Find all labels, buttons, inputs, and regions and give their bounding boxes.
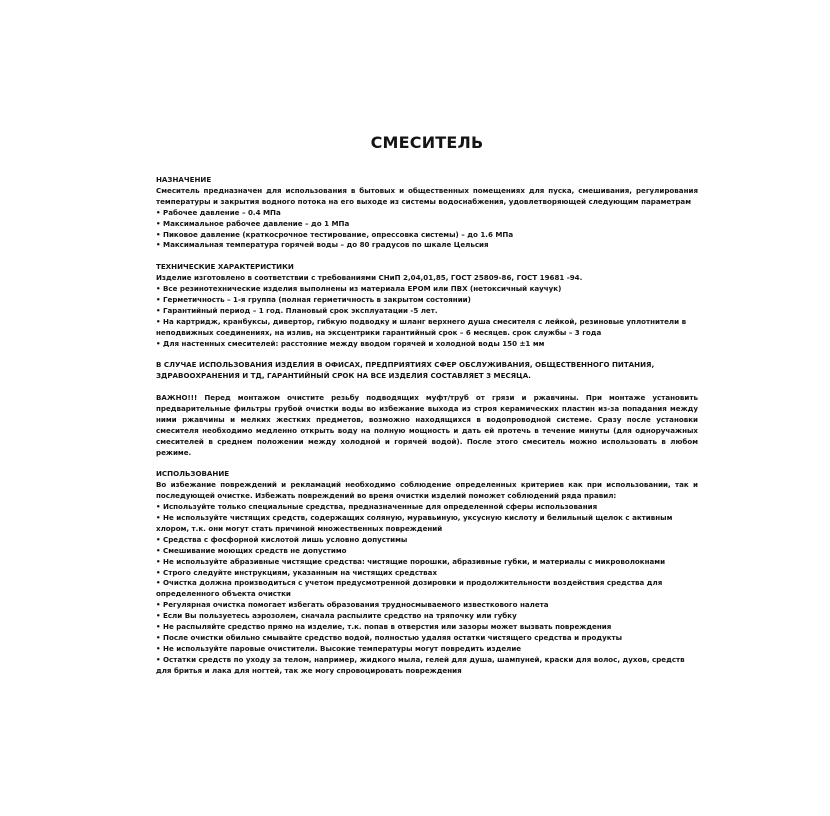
- usage-intro: Во избежание повреждений и рекламаций необходимо соблюдение определенных критериев как при использовании, так и последующей очистке. Избежать повреждений во время очистки изделий поможет соблюдений ряда правил:: [156, 480, 698, 501]
- specs-list: [156, 284, 698, 349]
- list-item: • Средства с фосфорной кислотой лишь условно допустимы: [156, 534, 408, 544]
- section-warranty-note: [156, 360, 698, 382]
- purpose-intro: Смеситель предназначен для использования в бытовых и общественных помещениях для пуска, смешивания, регулирования температуры и закрытия водного потока на его выходе из системы водоснабжения, удовлетворяющей следующим параметрам: [156, 185, 698, 206]
- list-item: • Строго следуйте инструкциям, указанным на чистящих средствах: [156, 567, 438, 577]
- list-item: • Все резинотехнические изделия выполнены из материала EPOM или ПВХ (нетоксичный каучук): [156, 284, 562, 294]
- document-body: [156, 175, 698, 688]
- list-item: • Регулярная очистка помогает избегать образования трудносмываемого известкового налета: [156, 600, 549, 610]
- page-title: СМЕСИТЕЛЬ: [370, 133, 484, 152]
- section-heading-specs: ТЕХНИЧЕСКИЕ ХАРАКТЕРИСТИКИ: [156, 262, 294, 272]
- list-item: • Рабочее давление – 0.4 МПа: [156, 207, 281, 217]
- list-item: • Не используйте чистящих средств, содержащих соляную, муравьиную, уксусную кислоту и белильный щелок с активным хлором, т.к. они могут стать причиной множественных повреждений: [156, 513, 673, 533]
- list-item: • Не используйте абразивные чистящие средства: чистящие порошки, абразивные губки, и материалы с микроволокнами: [156, 556, 666, 566]
- list-item: • После очистки обильно смывайте средство водой, полностью удаляя остатки чистящего средства и продукты: [156, 633, 623, 642]
- list-item: • На картридж, кранбуксы, дивертор, гибкую подводку и шланг верхнего душа смесителя с лейкой, резиновые уплотнители в неподвижных соединениях, на излив, на эксцентрики гарантийный срок – 6 месяцев. срок службы – 3 года: [156, 316, 687, 337]
- list-item: • Если Вы пользуетесь аэрозолем, сначала распылите средство на тряпочку или губку: [156, 611, 517, 621]
- section-usage: [156, 469, 698, 676]
- specs-intro: Изделие изготовлено в соответствии с требованиями СНиП 2,04,01,85, ГОСТ 25809-86, ГОСТ 19681 -94.: [156, 273, 583, 283]
- list-item: • Не распыляйте средство прямо на изделие, т.к. попав в отверстия или зазоры может вызвать повреждения: [156, 622, 612, 632]
- list-item: • Гарантийный период – 1 год. Плановый срок эксплуатации -5 лет.: [156, 305, 438, 315]
- warranty-note: В СЛУЧАЕ ИСПОЛЬЗОВАНИЯ ИЗДЕЛИЯ В ОФИСАХ, ПРЕДПРИЯТИЯХ СФЕР ОБСЛУЖИВАНИЯ, ОБЩЕСТВЕННОГО ПИТАНИЯ, ЗДРАВООХРАНЕНИЯ И ТД, ГАРАНТИЙНЫЙ СРОК НА ВСЕ ИЗДЕЛИЯ СОСТАВЛЯЕТ 3 МЕСЯЦА.: [156, 360, 655, 381]
- section-important: [156, 393, 698, 458]
- usage-list: [156, 502, 698, 677]
- list-item: • Пиковое давление (краткосрочное тестирование, опрессовка системы) – до 1.6 МПа: [156, 229, 514, 239]
- list-item: • Максимальная температура горячей воды – до 80 градусов по шкале Цельсия: [156, 240, 489, 250]
- list-item: • Не используйте паровые очистители. Высокие температуры могут повредить изделие: [156, 643, 522, 653]
- list-item: • Герметичность – 1-я группа (полная герметичность в закрытом состоянии): [156, 294, 471, 304]
- list-item: • Остатки средств по уходу за телом, например, жидкого мыла, гелей для душа, шампуней, краски для волос, духов, средств для бритья и лака для ногтей, так же могу спровоцировать повреждения: [156, 654, 685, 675]
- section-purpose: [156, 175, 698, 251]
- section-specs: [156, 262, 698, 349]
- important-note: ВАЖНО!!! Перед монтажом очистите резьбу подводящих муфт/труб от грязи и ржавчины. При монтаже установить предварительные фильтры грубой очистки воды во избежание выхода из строя керамических пластин из-за попадания между ними ржавчины и мелких жестких предметов, возможно находящихся в водопроводной системе. Сразу после установки смесителя необходимо медленно открыть воду на полную мощность и дать ей протечь в течение минуты (для одноручажных смесителей в среднем положении между холодной и горячей водой). После этого смеситель можно использовать в любом режиме.: [156, 393, 698, 457]
- purpose-list: [156, 208, 698, 252]
- list-item: • Очистка должна производиться с учетом предусмотренной дозировки и продолжительности воздействия средства для определенного объекта очистки: [156, 578, 663, 599]
- section-heading-purpose: НАЗНАЧЕНИЕ: [156, 175, 212, 184]
- list-item: • Максимальное рабочее давление – до 1 МПа: [156, 218, 350, 228]
- list-item: • Для настенных смесителей: расстояние между вводом горячей и холодной воды 150 ±1 мм: [156, 338, 545, 348]
- list-item: • Используйте только специальные средства, предназначенные для определенной сферы использования: [156, 502, 598, 512]
- section-heading-usage: ИСПОЛЬЗОВАНИЕ: [156, 469, 230, 479]
- list-item: • Смешивание моющих средств не допустимо: [156, 545, 347, 555]
